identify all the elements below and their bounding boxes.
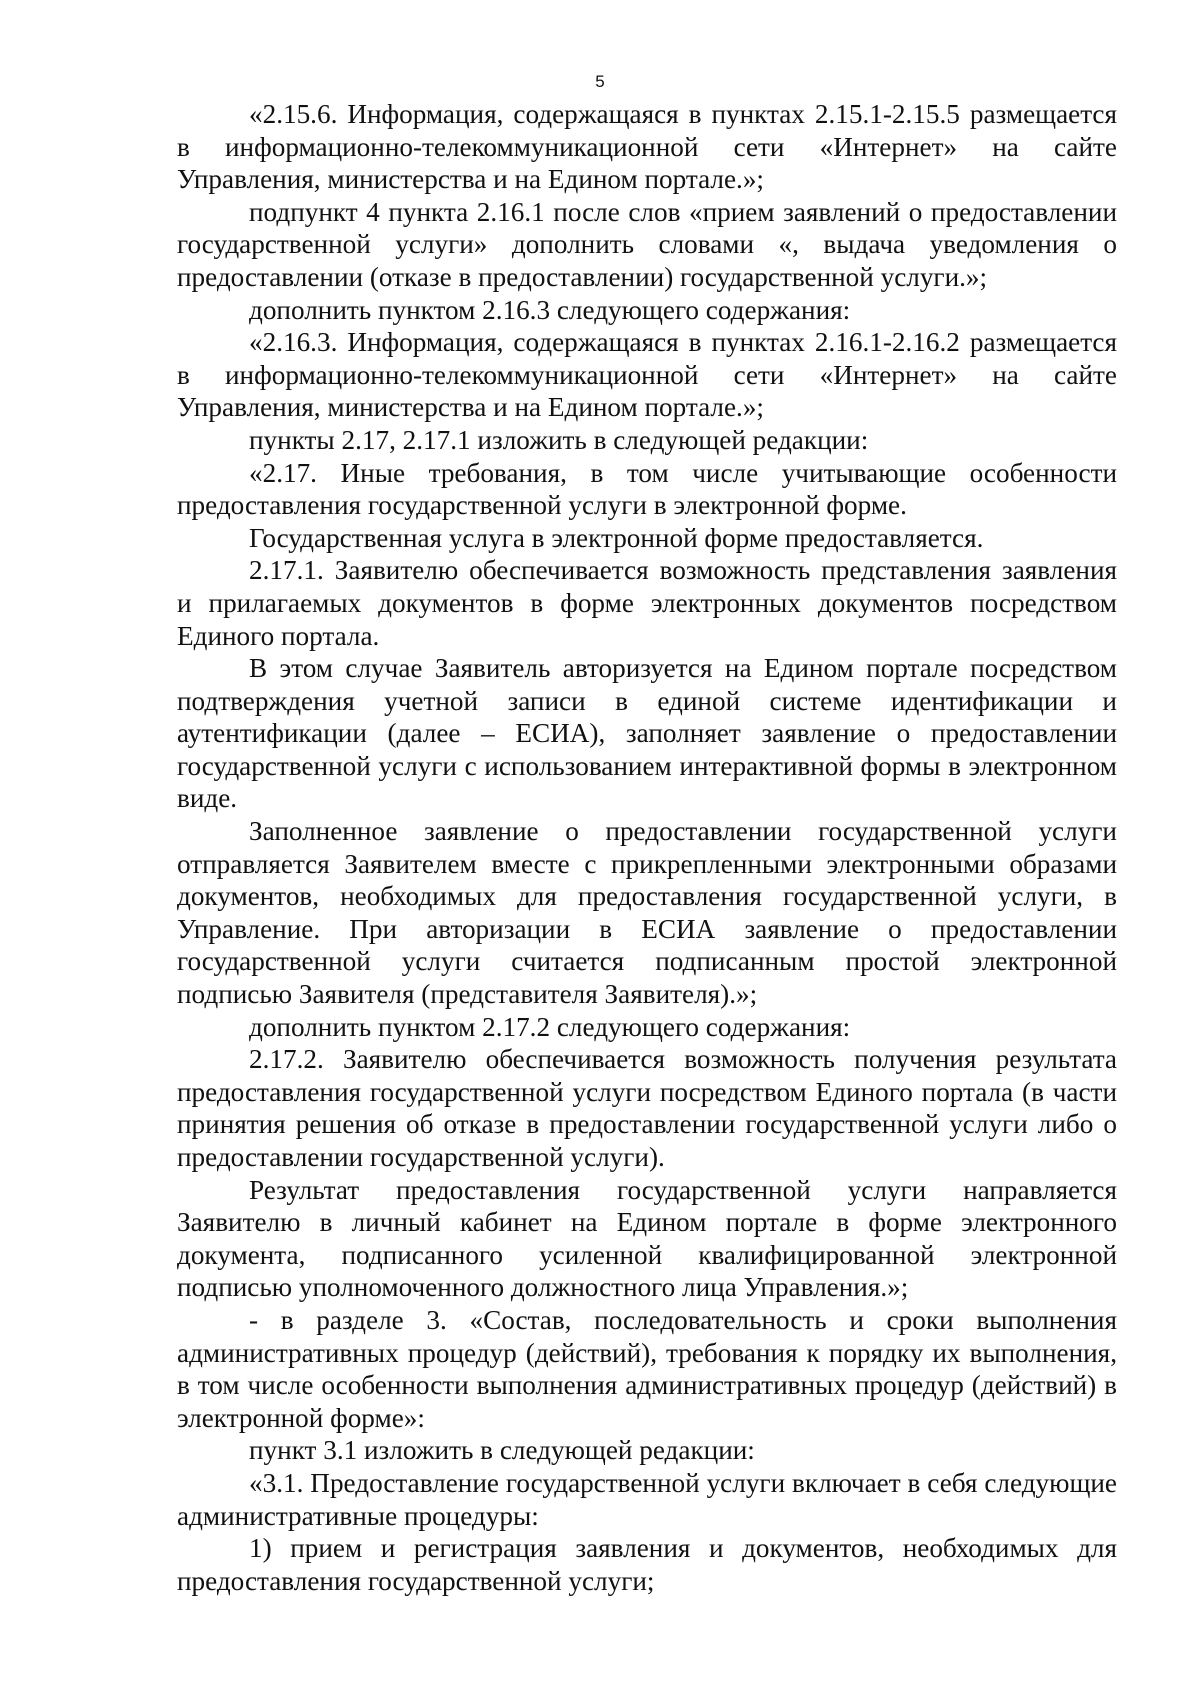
paragraph: «2.15.6. Информация, содержащаяся в пунктах 2.15.1-2.15.5 размещается в информационно-телекоммуникационной сети «Интернет» на сайте Управления, министерства и на Едином портале.»; xyxy=(177,99,1117,195)
paragraph: «2.17. Иные требования, в том числе учитывающие особенности предоставления государственной услуги в электронной форме. xyxy=(177,457,1117,521)
page-number: 5 xyxy=(595,72,605,91)
paragraph: Заполненное заявление о предоставлении государственной услуги отправляется Заявителем вместе с прикрепленными электронными образами документов, необходимых для предоставления государственной услуги, в Управление. При авторизации в ЕСИА заявление о предоставлении государственной услуги считается подписанным простой электронной подписью Заявителя (представителя Заявителя).»; xyxy=(177,816,1117,1010)
paragraph: «3.1. Предоставление государственной услуги включает в себя следующие административные процедуры: xyxy=(177,1467,1117,1531)
paragraph: дополнить пунктом 2.16.3 следующего содержания: xyxy=(249,294,851,325)
paragraph: 2.17.1. Заявителю обеспечивается возможность представления заявления и прилагаемых документов в форме электронных документов посредством Единого портала. xyxy=(177,555,1117,651)
paragraph: 1) прием и регистрация заявления и документов, необходимых для предоставления государственной услуги; xyxy=(177,1533,1117,1596)
paragraph: Результат предоставления государственной услуги направляется Заявителю в личный кабинет на Едином портале в форме электронного документа, подписанного усиленной квалифицированной электронной подписью уполномоченного должностного лица Управления.»; xyxy=(177,1174,1117,1303)
paragraph: «2.16.3. Информация, содержащаяся в пунктах 2.16.1-2.16.2 размещается в информационно-телекоммуникационной сети «Интернет» на сайте Управления, министерства и на Едином портале.»; xyxy=(177,327,1117,423)
paragraph: Государственная услуга в электронной форме предоставляется. xyxy=(249,522,984,553)
document-body xyxy=(177,98,1117,1597)
paragraph: подпункт 4 пункта 2.16.1 после слов «прием заявлений о предоставлении государственной услуги» дополнить словами «, выдача уведомления о предоставлении (отказе в предоставлении) государственной услуги.»; xyxy=(177,196,1117,292)
paragraph: - в разделе 3. «Состав, последовательность и сроки выполнения административных процедур (действий), требования к порядку их выполнения, в том числе особенности выполнения административных процедур (действий) в электронной форме»: xyxy=(177,1304,1117,1433)
paragraph: дополнить пунктом 2.17.2 следующего содержания: xyxy=(249,1011,851,1042)
paragraph: В этом случае Заявитель авторизуется на Едином портале посредством подтверждения учетной записи в единой системе идентификации и аутентификации (далее – ЕСИА), заполняет заявление о предоставлении государственной услуги с использованием интерактивной формы в электронном виде. xyxy=(177,653,1117,814)
paragraph: пункт 3.1 изложить в следующей редакции: xyxy=(249,1435,755,1466)
paragraph: 2.17.2. Заявителю обеспечивается возможность получения результата предоставления государственной услуги посредством Единого портала (в части принятия решения об отказе в предоставлении государственной услуги либо о предоставлении государственной услуги). xyxy=(177,1044,1117,1172)
paragraph: пункты 2.17, 2.17.1 изложить в следующей редакции: xyxy=(249,424,869,455)
